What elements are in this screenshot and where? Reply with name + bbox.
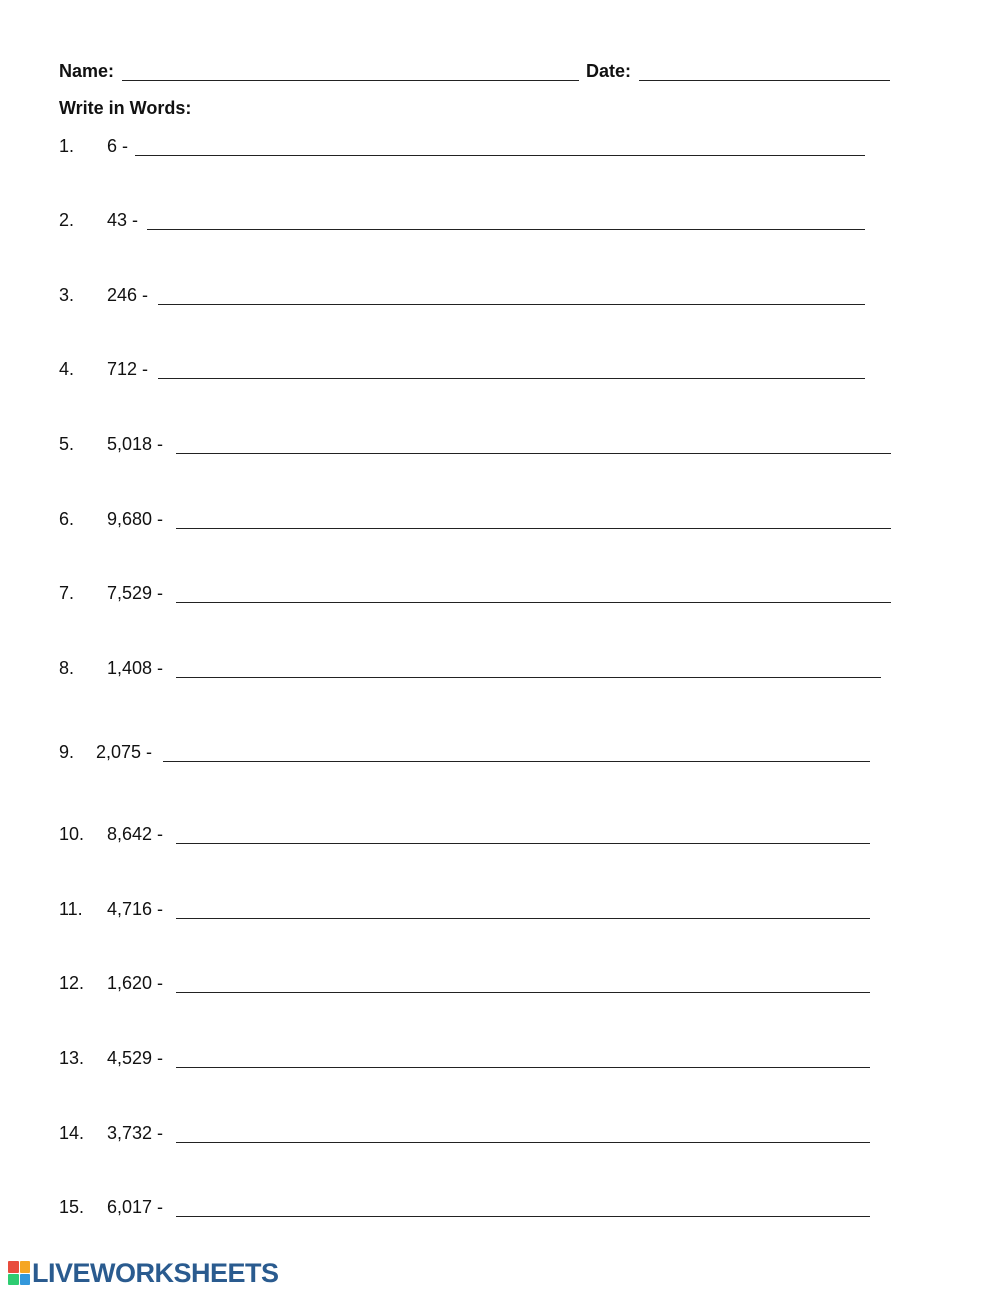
question-number: 5. [59, 434, 75, 454]
answer-blank-line[interactable] [158, 378, 865, 379]
answer-blank-line[interactable] [176, 843, 870, 844]
question-number-value: 2,075 - [96, 742, 153, 762]
question-number: 8. [59, 658, 75, 678]
question-number: 3. [59, 285, 75, 305]
name-blank-line[interactable] [122, 80, 579, 81]
question-number-value: 7,529 - [107, 583, 164, 603]
logo-badge-tile [20, 1261, 31, 1273]
question-number: 6. [59, 509, 75, 529]
question-number-value: 4,716 - [107, 899, 164, 919]
question-number-value: 1,408 - [107, 658, 164, 678]
date-blank-line[interactable] [639, 80, 890, 81]
question-number-value: 3,732 - [107, 1123, 164, 1143]
question-number-value: 4,529 - [107, 1048, 164, 1068]
answer-blank-line[interactable] [176, 677, 881, 678]
answer-blank-line[interactable] [176, 1067, 870, 1068]
question-number: 1. [59, 136, 75, 156]
answer-blank-line[interactable] [176, 602, 891, 603]
question-number: 15. [59, 1197, 85, 1217]
question-number-value: 6 - [107, 136, 129, 156]
answer-blank-line[interactable] [176, 1142, 870, 1143]
logo-badge-icon [8, 1261, 30, 1285]
question-number: 9. [59, 742, 75, 762]
question-number: 11. [59, 899, 83, 919]
answer-blank-line[interactable] [176, 453, 891, 454]
question-number: 13. [59, 1048, 85, 1068]
answer-blank-line[interactable] [176, 992, 870, 993]
answer-blank-line[interactable] [176, 918, 870, 919]
liveworksheets-logo [8, 1258, 279, 1288]
question-number: 7. [59, 583, 75, 603]
logo-badge-tile [8, 1274, 19, 1286]
question-number-value: 6,017 - [107, 1197, 164, 1217]
question-number-value: 1,620 - [107, 973, 164, 993]
question-number-value: 9,680 - [107, 509, 164, 529]
question-number-value: 246 - [107, 285, 149, 305]
answer-blank-line[interactable] [176, 528, 891, 529]
question-number-value: 712 - [107, 359, 149, 379]
date-label: Date: [586, 61, 632, 81]
answer-blank-line[interactable] [163, 761, 870, 762]
logo-text: LIVEWORKSHEETS [32, 1257, 279, 1288]
question-number-value: 5,018 - [107, 434, 164, 454]
question-number: 2. [59, 210, 75, 230]
instructions-heading: Write in Words: [59, 98, 192, 118]
name-label: Name: [59, 61, 115, 81]
answer-blank-line[interactable] [176, 1216, 870, 1217]
answer-blank-line[interactable] [147, 229, 865, 230]
question-number: 10. [59, 824, 85, 844]
logo-badge-tile [20, 1274, 31, 1286]
question-number-value: 43 - [107, 210, 139, 230]
question-number: 12. [59, 973, 85, 993]
logo-badge-tile [8, 1261, 19, 1273]
answer-blank-line[interactable] [158, 304, 865, 305]
question-number-value: 8,642 - [107, 824, 164, 844]
answer-blank-line[interactable] [135, 155, 865, 156]
question-number: 4. [59, 359, 75, 379]
question-number: 14. [59, 1123, 85, 1143]
